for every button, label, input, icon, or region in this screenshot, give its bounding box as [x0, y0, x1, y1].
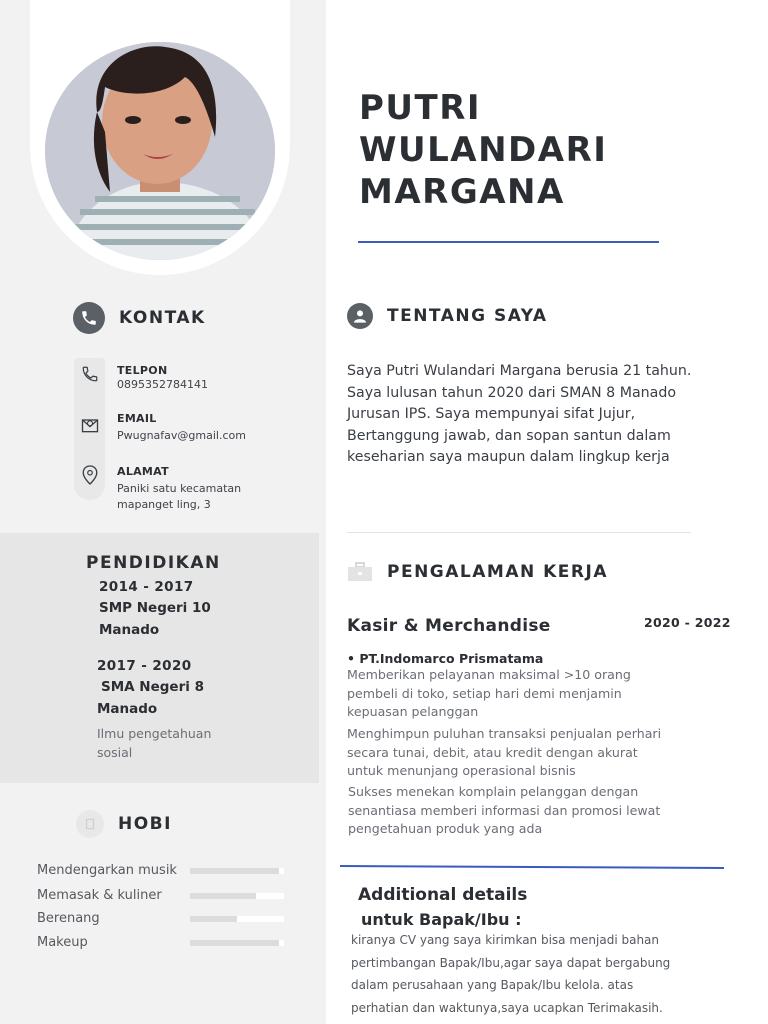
contact-email	[80, 412, 246, 444]
additional-subtitle: untuk Bapak/Ibu :	[361, 910, 522, 929]
hobby-item: Mendengarkan musik	[37, 863, 284, 878]
education-entry: 2014 - 2017 SMP Negeri 10 Manado	[99, 579, 211, 638]
location-pin-icon	[80, 465, 100, 485]
hobby-bar	[190, 940, 284, 946]
phone-value[interactable]: 0895352784141	[117, 378, 208, 391]
about-heading	[347, 303, 548, 329]
hobby-bar	[190, 916, 284, 922]
hobby-item: Memasak & kuliner	[37, 888, 284, 903]
briefcase-icon	[347, 561, 373, 583]
additional-title: Additional details	[358, 885, 528, 905]
about-heading-text: TENTANG SAYA	[387, 306, 548, 326]
experience-heading-text: PENGALAMAN KERJA	[387, 562, 608, 582]
hobby-bar-fill	[190, 916, 237, 922]
phone-icon	[80, 364, 100, 384]
contact-heading-text: KONTAK	[119, 308, 206, 328]
profile-photo-illustration	[45, 42, 275, 260]
additional-divider	[340, 865, 724, 869]
hobby-bar-fill	[190, 893, 256, 899]
name-underline	[358, 241, 659, 243]
address-label: ALAMAT	[117, 465, 169, 478]
education-section	[0, 533, 319, 783]
hobby-heading-text: HOBI	[118, 814, 172, 834]
experience-block: Sukses menekan komplain pelanggan dengan senantiasa memberi informasi dan promosi lewat pengetahuan produk yang ada	[348, 784, 661, 837]
email-label: EMAIL	[117, 412, 157, 425]
hobby-circle-icon	[76, 810, 104, 838]
experience-block: Memberikan pelayanan maksimal >10 orang pembeli di toko, setiap hari demi menjamin kepuasan pelanggan	[347, 667, 631, 720]
education-heading: PENDIDIKAN	[86, 553, 221, 573]
company-name: • PT.Indomarco Prismatama	[347, 651, 544, 666]
phone-circle-icon	[73, 302, 105, 334]
hobby-bar	[190, 868, 284, 874]
job-title: Kasir & Merchandise	[347, 616, 551, 636]
user-icon	[347, 303, 373, 329]
education-entry: 2017 - 2020 SMA Negeri 8 Manado Ilmu pengetahuan sosial	[97, 658, 212, 760]
phone-label: TELPON	[117, 364, 168, 377]
email-value[interactable]: Pwugnafav@gmail.com	[117, 429, 246, 442]
profile-photo	[45, 42, 275, 260]
name-title: PUTRI WULANDARI MARGANA	[359, 88, 608, 212]
hobby-bar-fill	[190, 868, 279, 874]
contact-address	[80, 465, 241, 513]
hobby-bar	[190, 893, 284, 899]
additional-text: kiranya CV yang saya kirimkan bisa menjadi bahan pertimbangan Bapak/Ibu,agar saya dapat bergabung dalam perusahaan yang Bapak/Ibu kelola. atas perhatian dan waktunya,saya ucapkan Terimakasih.	[351, 933, 671, 1015]
email-icon	[80, 415, 100, 435]
contact-phone	[80, 364, 208, 393]
address-value: Paniki satu kecamatan mapanget ling, 3	[117, 482, 242, 511]
job-period: 2020 - 2022	[644, 615, 731, 630]
hobby-heading	[76, 810, 172, 838]
about-text: Saya Putri Wulandari Margana berusia 21 tahun. Saya lulusan tahun 2020 dari SMAN 8 Manado Jurusan IPS. Saya mempunyai sifat Jujur, Bertanggung jawab, dan sopan santun dalam keseharian saya maupun dalam lingkup kerja	[347, 363, 692, 465]
experience-block: Menghimpun puluhan transaksi penjualan perhari secara tunai, debit, atau kredit dengan akurat untuk menunjang operasional bisnis	[347, 726, 662, 779]
hobby-item: Makeup	[37, 935, 284, 950]
sidebar	[0, 0, 326, 1024]
experience-heading	[347, 561, 608, 583]
section-divider	[347, 532, 691, 533]
hobby-bar-fill	[190, 940, 279, 946]
contact-heading	[73, 302, 206, 334]
hobby-item: Berenang	[37, 911, 284, 926]
